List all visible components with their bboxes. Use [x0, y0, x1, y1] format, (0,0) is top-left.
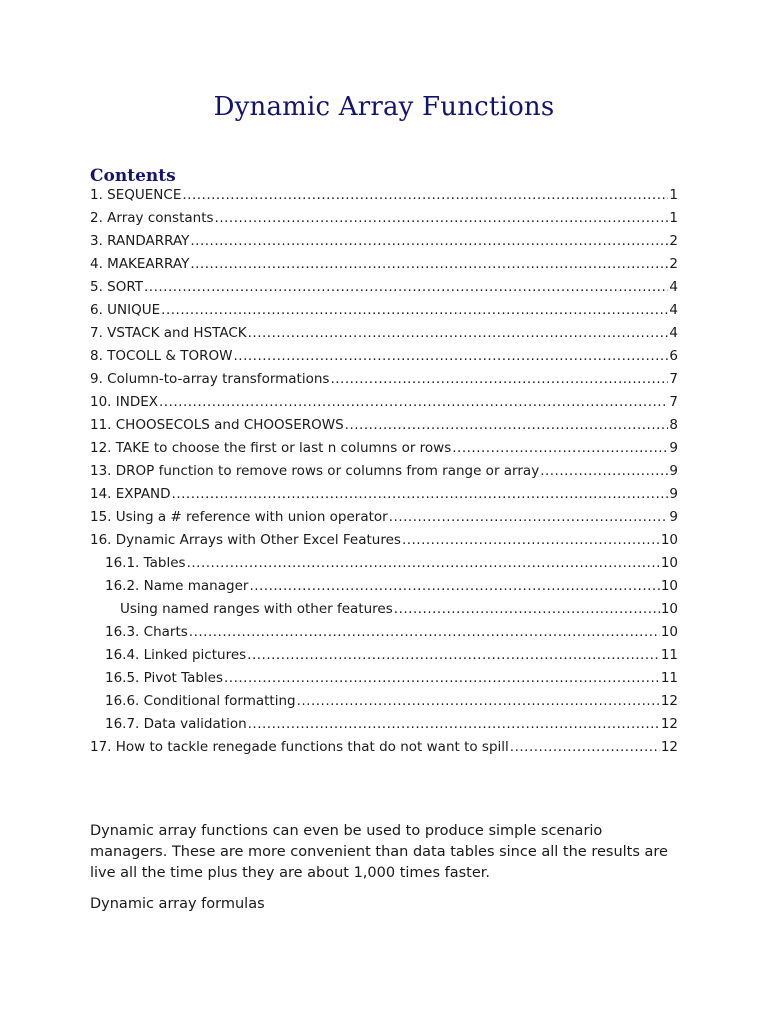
toc-dot-leader: [144, 276, 668, 299]
toc-entry[interactable]: [90, 598, 678, 621]
toc-page-number: 1: [669, 187, 678, 203]
toc-page-number: 9: [669, 440, 678, 456]
toc-entry[interactable]: [90, 230, 678, 253]
toc-page-number: 10: [660, 555, 678, 571]
body-paragraph: Dynamic array functions can even be used to produce simple scenario managers. These are more convenient than data tables since all the results are live all the time plus they are about 1,000 times faster.: [90, 823, 668, 881]
table-of-contents: [90, 184, 678, 759]
toc-entry[interactable]: [90, 575, 678, 598]
toc-page-number: 10: [660, 624, 678, 640]
toc-dot-leader: [224, 667, 660, 690]
toc-page-number: 7: [669, 371, 678, 387]
toc-page-number: 7: [669, 394, 678, 410]
toc-entry[interactable]: [90, 621, 678, 644]
toc-entry-label: 16.2. Name manager: [105, 578, 249, 594]
toc-page-number: 10: [660, 532, 678, 548]
toc-page-number: 9: [669, 509, 678, 525]
toc-entry[interactable]: [90, 713, 678, 736]
toc-entry[interactable]: [90, 644, 678, 667]
toc-entry[interactable]: [90, 391, 678, 414]
toc-entry[interactable]: [90, 253, 678, 276]
toc-entry-label: 9. Column-to-array transformations: [90, 371, 330, 387]
toc-dot-leader: [233, 345, 668, 368]
toc-entry[interactable]: [90, 437, 678, 460]
toc-page-number: 10: [660, 578, 678, 594]
toc-entry[interactable]: [90, 322, 678, 345]
toc-page-number: 8: [669, 417, 678, 433]
toc-entry-label: 4. MAKEARRAY: [90, 256, 190, 272]
toc-entry-label: 16.3. Charts: [105, 624, 188, 640]
toc-dot-leader: [249, 575, 659, 598]
toc-page-number: 12: [660, 716, 678, 732]
toc-page-number: 4: [669, 325, 678, 341]
toc-page-number: 11: [660, 647, 678, 663]
toc-entry[interactable]: [90, 736, 678, 759]
toc-entry-label: 12. TAKE to choose the first or last n columns or rows: [90, 440, 452, 456]
toc-entry-label: 16.5. Pivot Tables: [105, 670, 224, 686]
toc-entry-label: 16. Dynamic Arrays with Other Excel Features: [90, 532, 401, 548]
toc-page-number: 12: [660, 739, 678, 755]
toc-entry-label: 2. Array constants: [90, 210, 214, 226]
toc-dot-leader: [248, 322, 669, 345]
toc-dot-leader: [389, 506, 669, 529]
toc-entry-label: 3. RANDARRAY: [90, 233, 190, 249]
toc-entry-label: 7. VSTACK and HSTACK: [90, 325, 247, 341]
toc-page-number: 2: [669, 233, 678, 249]
toc-dot-leader: [345, 414, 669, 437]
toc-entry[interactable]: [90, 207, 678, 230]
toc-page-number: 2: [669, 256, 678, 272]
toc-dot-leader: [182, 184, 668, 207]
toc-entry-label: 16.6. Conditional formatting: [105, 693, 296, 709]
toc-entry[interactable]: [90, 299, 678, 322]
toc-dot-leader: [330, 368, 668, 391]
toc-dot-leader: [510, 736, 660, 759]
toc-dot-leader: [172, 483, 669, 506]
toc-entry-label: 16.7. Data validation: [105, 716, 247, 732]
toc-entry[interactable]: [90, 184, 678, 207]
toc-entry-label: 5. SORT: [90, 279, 144, 295]
toc-dot-leader: [248, 713, 660, 736]
toc-entry-label: 16.4. Linked pictures: [105, 647, 247, 663]
toc-dot-leader: [247, 644, 660, 667]
toc-entry[interactable]: [90, 414, 678, 437]
toc-dot-leader: [161, 299, 668, 322]
toc-page-number: 6: [669, 348, 678, 364]
toc-dot-leader: [402, 529, 660, 552]
toc-entry[interactable]: [90, 667, 678, 690]
toc-dot-leader: [540, 460, 668, 483]
toc-entry-label: 14. EXPAND: [90, 486, 171, 502]
toc-dot-leader: [187, 552, 660, 575]
toc-entry[interactable]: [90, 460, 678, 483]
toc-page-number: 4: [669, 302, 678, 318]
toc-entry[interactable]: [90, 529, 678, 552]
toc-page-number: 4: [669, 279, 678, 295]
toc-page-number: 11: [660, 670, 678, 686]
toc-dot-leader: [189, 621, 660, 644]
toc-entry-label: 15. Using a # reference with union operator: [90, 509, 388, 525]
toc-dot-leader: [159, 391, 668, 414]
toc-entry-label: 13. DROP function to remove rows or columns from range or array: [90, 463, 540, 479]
toc-entry[interactable]: [90, 483, 678, 506]
toc-entry-label: 10. INDEX: [90, 394, 159, 410]
toc-page-number: 9: [669, 463, 678, 479]
toc-entry-label: 17. How to tackle renegade functions that do not want to spill: [90, 739, 509, 755]
toc-entry[interactable]: [90, 552, 678, 575]
toc-entry[interactable]: [90, 276, 678, 299]
toc-dot-leader: [452, 437, 668, 460]
toc-entry[interactable]: [90, 368, 678, 391]
document-title: Dynamic Array Functions: [213, 92, 555, 122]
toc-entry-label: 1. SEQUENCE: [90, 187, 182, 203]
toc-entry[interactable]: [90, 690, 678, 713]
toc-dot-leader: [297, 690, 660, 713]
toc-entry-label: 6. UNIQUE: [90, 302, 161, 318]
toc-entry-label: 11. CHOOSECOLS and CHOOSEROWS: [90, 417, 344, 433]
toc-page-number: 12: [660, 693, 678, 709]
toc-entry-label: Using named ranges with other features: [120, 601, 393, 617]
toc-entry-label: 8. TOCOLL & TOROW: [90, 348, 233, 364]
toc-page-number: 9: [669, 486, 678, 502]
toc-page-number: 1: [669, 210, 678, 226]
toc-dot-leader: [190, 253, 668, 276]
toc-entry-label: 16.1. Tables: [105, 555, 186, 571]
toc-entry[interactable]: [90, 345, 678, 368]
toc-dot-leader: [394, 598, 660, 621]
body-paragraph: Dynamic array formulas: [90, 896, 265, 912]
toc-entry[interactable]: [90, 506, 678, 529]
toc-dot-leader: [215, 207, 669, 230]
toc-dot-leader: [190, 230, 668, 253]
contents-heading: Contents: [90, 166, 176, 186]
toc-page-number: 10: [660, 601, 678, 617]
